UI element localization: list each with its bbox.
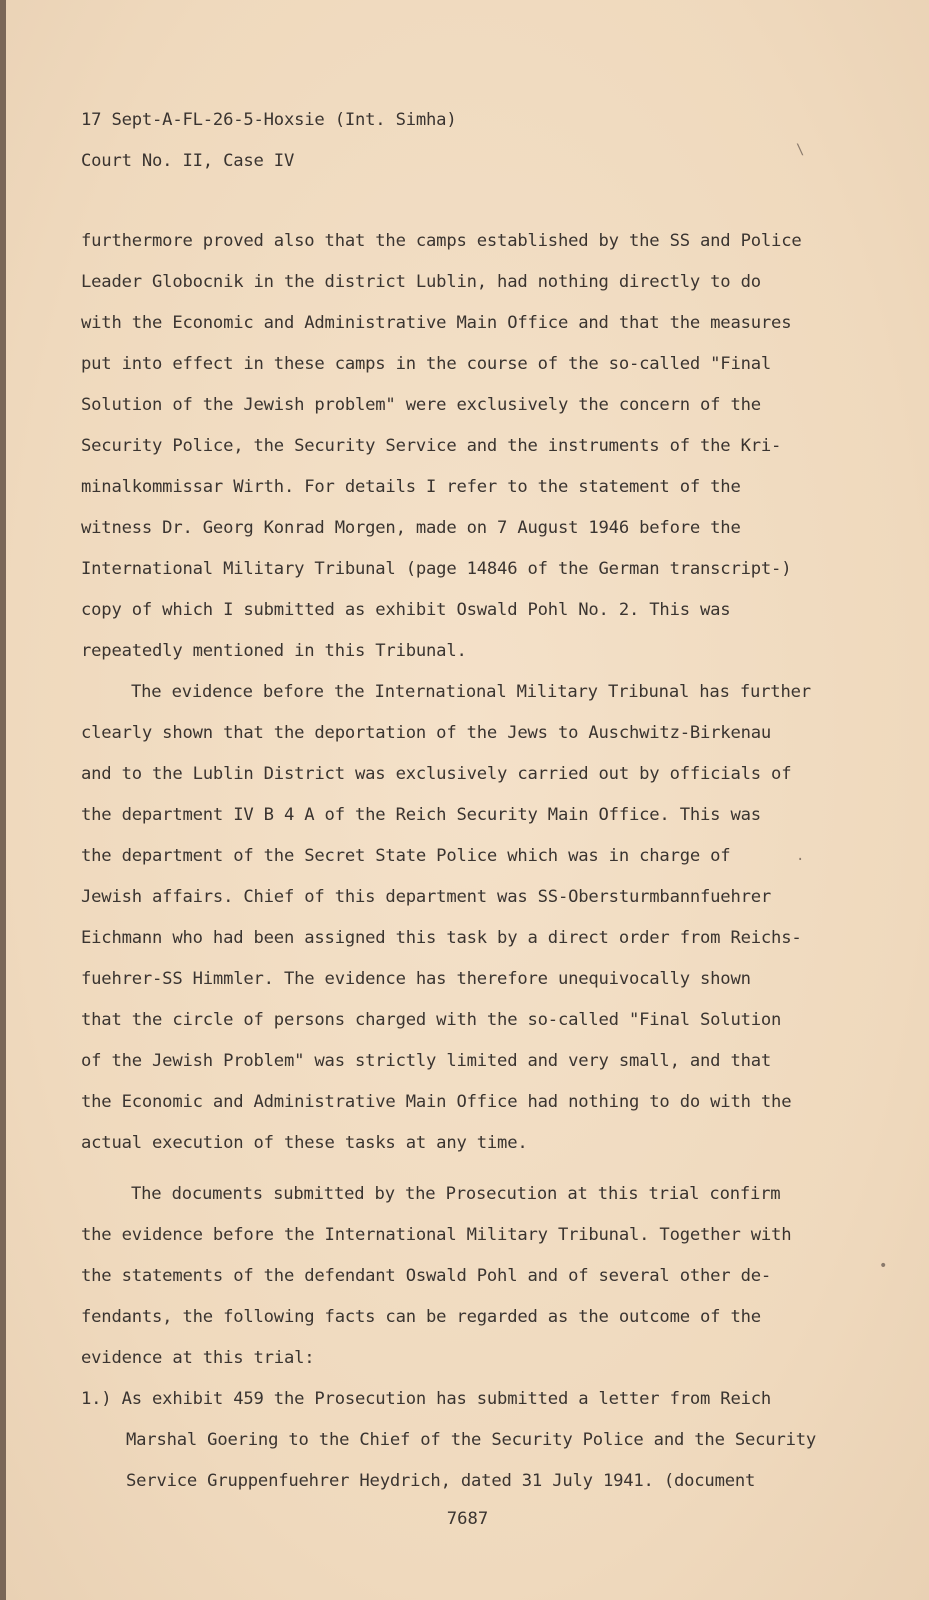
text-line: Eichmann who had been assigned this task by a direct order from Reichs- xyxy=(81,928,802,948)
text-line: the department IV B 4 A of the Reich Security Main Office. This was xyxy=(81,805,761,825)
text-line: Leader Globocnik in the district Lublin, had nothing directly to do xyxy=(81,272,761,292)
text-line: Service Gruppenfuehrer Heydrich, dated 31 July 1941. (document xyxy=(126,1471,756,1491)
text-line: witness Dr. Georg Konrad Morgen, made on 7 August 1946 before the xyxy=(81,518,741,538)
text-line: The evidence before the International Military Tribunal has further xyxy=(131,682,811,702)
text-line: Marshal Goering to the Chief of the Security Police and the Security xyxy=(126,1430,817,1450)
text-line: fuehrer-SS Himmler. The evidence has therefore unequivocally shown xyxy=(81,969,751,989)
text-line: the department of the Secret State Police which was in charge of xyxy=(81,846,731,866)
text-line: repeatedly mentioned in this Tribunal. xyxy=(81,641,467,661)
stray-mark: · xyxy=(796,852,805,868)
text-line: Security Police, the Security Service and the instruments of the Kri- xyxy=(81,436,782,456)
text-line: that the circle of persons charged with the so-called "Final Solution xyxy=(81,1010,782,1030)
text-line: minalkommissar Wirth. For details I refer to the statement of the xyxy=(81,477,741,497)
header-court: Court No. II, Case IV xyxy=(81,151,295,171)
text-line: the Economic and Administrative Main Office had nothing to do with the xyxy=(81,1092,792,1112)
text-line: The documents submitted by the Prosecution at this trial confirm xyxy=(131,1184,781,1204)
text-line: with the Economic and Administrative Main Office and that the measures xyxy=(81,313,792,333)
text-line: International Military Tribunal (page 14846 of the German transcript-) xyxy=(81,559,792,579)
text-line: Solution of the Jewish problem" were exclusively the concern of the xyxy=(81,395,761,415)
numbered-item-line: 1.) As exhibit 459 the Prosecution has submitted a letter from Reich xyxy=(81,1389,772,1409)
text-line: of the Jewish Problem" was strictly limited and very small, and that xyxy=(81,1051,772,1071)
page-number: 7687 xyxy=(446,1509,489,1529)
text-line: Jewish affairs. Chief of this department was SS-Obersturmbannfuehrer xyxy=(81,887,772,907)
text-line: put into effect in these camps in the course of the so-called "Final xyxy=(81,354,772,374)
stray-mark: • xyxy=(879,1258,888,1274)
stray-mark: \ xyxy=(796,142,805,158)
header-reference: 17 Sept-A-FL-26-5-Hoxsie (Int. Simha) xyxy=(81,110,457,130)
text-line: and to the Lublin District was exclusively carried out by officials of xyxy=(81,764,792,784)
text-line: the evidence before the International Military Tribunal. Together with xyxy=(81,1225,792,1245)
text-line: the statements of the defendant Oswald Pohl and of several other de- xyxy=(81,1266,772,1286)
text-line: evidence at this trial: xyxy=(81,1348,315,1368)
text-line: copy of which I submitted as exhibit Oswald Pohl No. 2. This was xyxy=(81,600,731,620)
text-line: furthermore proved also that the camps established by the SS and Police xyxy=(81,231,802,251)
text-line: fendants, the following facts can be regarded as the outcome of the xyxy=(81,1307,761,1327)
text-line: clearly shown that the deportation of the Jews to Auschwitz-Birkenau xyxy=(81,723,772,743)
text-line: actual execution of these tasks at any time. xyxy=(81,1133,528,1153)
